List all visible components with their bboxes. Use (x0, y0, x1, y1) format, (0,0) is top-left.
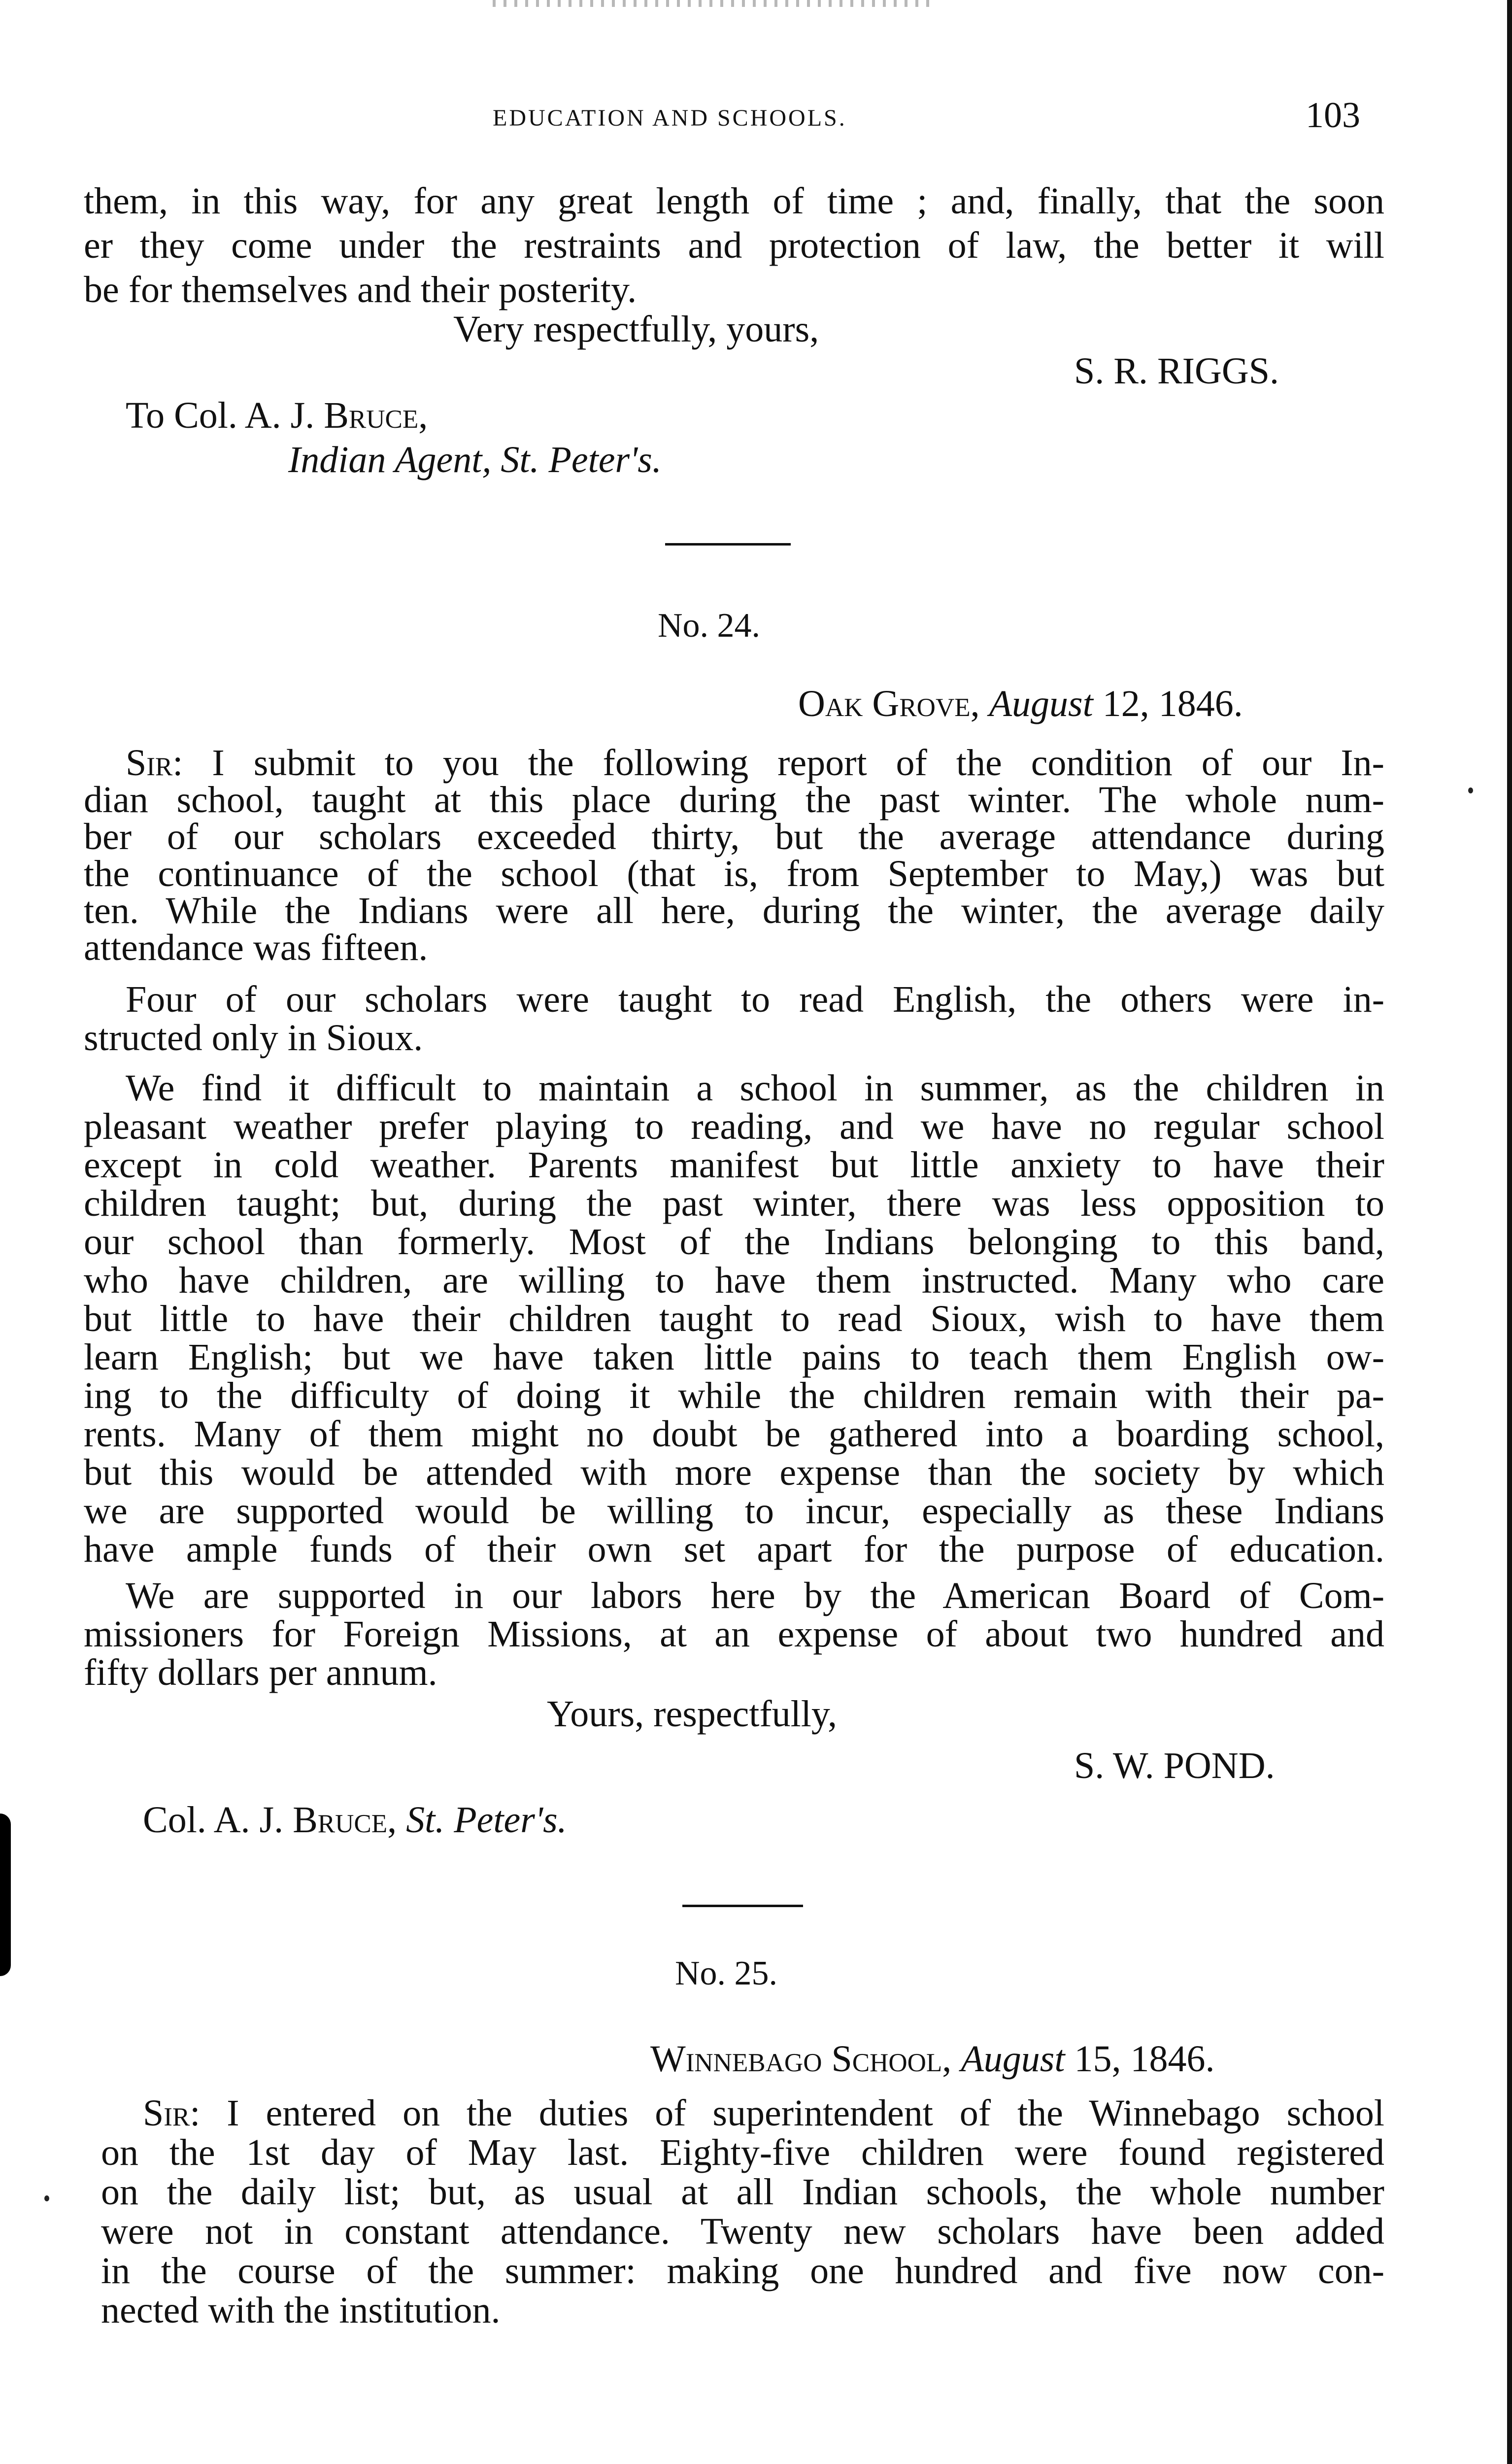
body-line: attendance was fifteen. (84, 927, 428, 968)
body-line: rents. Many of them might no doubt be gathered into a boarding school, (84, 1413, 1384, 1455)
body-line: but this would be attended with more expense than the society by which (84, 1452, 1384, 1493)
addressee-place: St. Peter's. (406, 1799, 567, 1841)
dateline-place: Winnebago School, (650, 2038, 952, 2080)
body-line: ten. While the Indians were all here, during the winter, the average daily (84, 890, 1384, 931)
body-line: fifty dollars per annum. (84, 1652, 437, 1693)
body-line: be for themselves and their posterity. (84, 269, 637, 310)
addressee (126, 397, 428, 434)
closing: Very respectfully, yours, (453, 308, 819, 350)
body-line: Four of our scholars were taught to read English, the others were in- (126, 979, 1384, 1020)
dateline (650, 2040, 1214, 2078)
addressee-prefix: To Col. A. J. (126, 395, 324, 436)
body-line: them, in this way, for any great length of time ; and, finally, that the soon (84, 180, 1384, 222)
scan-artifact (493, 0, 936, 7)
salutation: Sir: (143, 2092, 201, 2134)
body-line: We are supported in our labors here by the American Board of Com- (126, 1575, 1384, 1616)
addressee-prefix: Col. A. J. (143, 1799, 293, 1841)
body-line: children taught; but, during the past winter, there was less opposition to (84, 1183, 1384, 1224)
scan-speck (44, 2195, 49, 2201)
salutation: Sir: (126, 742, 183, 784)
body-line: missioners for Foreign Missions, at an expense of about two hundred and (84, 1613, 1384, 1655)
body-line: Sir: I submit to you the following report of the condition of our In- (126, 742, 1384, 784)
body-line: in the course of the summer: making one hundred and five now con- (101, 2250, 1384, 2292)
document-number: No. 25. (675, 1954, 778, 1992)
dateline (798, 685, 1243, 722)
body-line: on the daily list; but, as usual at all Indian schools, the whole number (101, 2171, 1384, 2213)
body-line: dian school, taught at this place during the past winter. The whole num- (84, 779, 1384, 821)
body-line: have ample funds of their own set apart for the purpose of education. (84, 1529, 1384, 1570)
body-line: Sir: I entered on the duties of superintendent of the Winnebago school (143, 2092, 1384, 2134)
body-line: were not in constant attendance. Twenty new scholars have been added (101, 2211, 1384, 2252)
addressee-title: Indian Agent, St. Peter's. (288, 439, 662, 480)
body-line: We find it difficult to maintain a school in summer, as the children in (126, 1067, 1384, 1109)
scan-speck (1468, 787, 1473, 793)
closing: Yours, respectfully, (547, 1693, 837, 1735)
body-line: on the 1st day of May last. Eighty-five children were found registered (101, 2132, 1384, 2173)
body-line: nected with the institution. (101, 2290, 501, 2331)
signature: S. R. RIGGS. (1074, 350, 1279, 392)
body-line: except in cold weather. Parents manifest but little anxiety to have their (84, 1144, 1384, 1186)
dateline-month: August (961, 2038, 1065, 2080)
body-line: pleasant weather prefer playing to reading, and we have no regular school (84, 1106, 1384, 1147)
dateline-date: 12, 1846. (1102, 683, 1243, 724)
body-line: we are supported would be willing to incur, especially as these Indians (84, 1490, 1384, 1532)
running-head: EDUCATION AND SCHOOLS. (493, 105, 847, 131)
body-line: ber of our scholars exceeded thirty, but the average attendance during (84, 816, 1384, 857)
scan-edge-border (1507, 0, 1512, 2464)
dateline-date: 15, 1846. (1074, 2038, 1215, 2080)
page-number: 103 (1306, 95, 1360, 136)
body-line: our school than formerly. Most of the Indians belonging to this band, (84, 1221, 1384, 1263)
addressee-name: Bruce, (293, 1799, 397, 1841)
body-line: er they come under the restraints and protection of law, the better it will (84, 225, 1384, 266)
dateline-month: August (989, 683, 1093, 724)
addressee (143, 1801, 567, 1839)
body-line: structed only in Sioux. (84, 1017, 423, 1059)
body-line: learn English; but we have taken little pains to teach them English ow- (84, 1336, 1384, 1378)
dateline-place: Oak Grove, (798, 683, 980, 724)
signature: S. W. POND. (1074, 1745, 1275, 1786)
addressee-name: Bruce, (324, 395, 428, 436)
section-rule (682, 1905, 803, 1907)
body-line: but little to have their children taught to read Sioux, wish to have them (84, 1298, 1384, 1339)
body-line: who have children, are willing to have them instructed. Many who care (84, 1260, 1384, 1301)
document-number: No. 24. (658, 607, 761, 645)
section-rule (665, 543, 791, 546)
scan-edge-mark (0, 1814, 11, 1976)
body-line: the continuance of the school (that is, from September to May,) was but (84, 853, 1384, 894)
body-line: ing to the difficulty of doing it while the children remain with their pa- (84, 1375, 1384, 1416)
